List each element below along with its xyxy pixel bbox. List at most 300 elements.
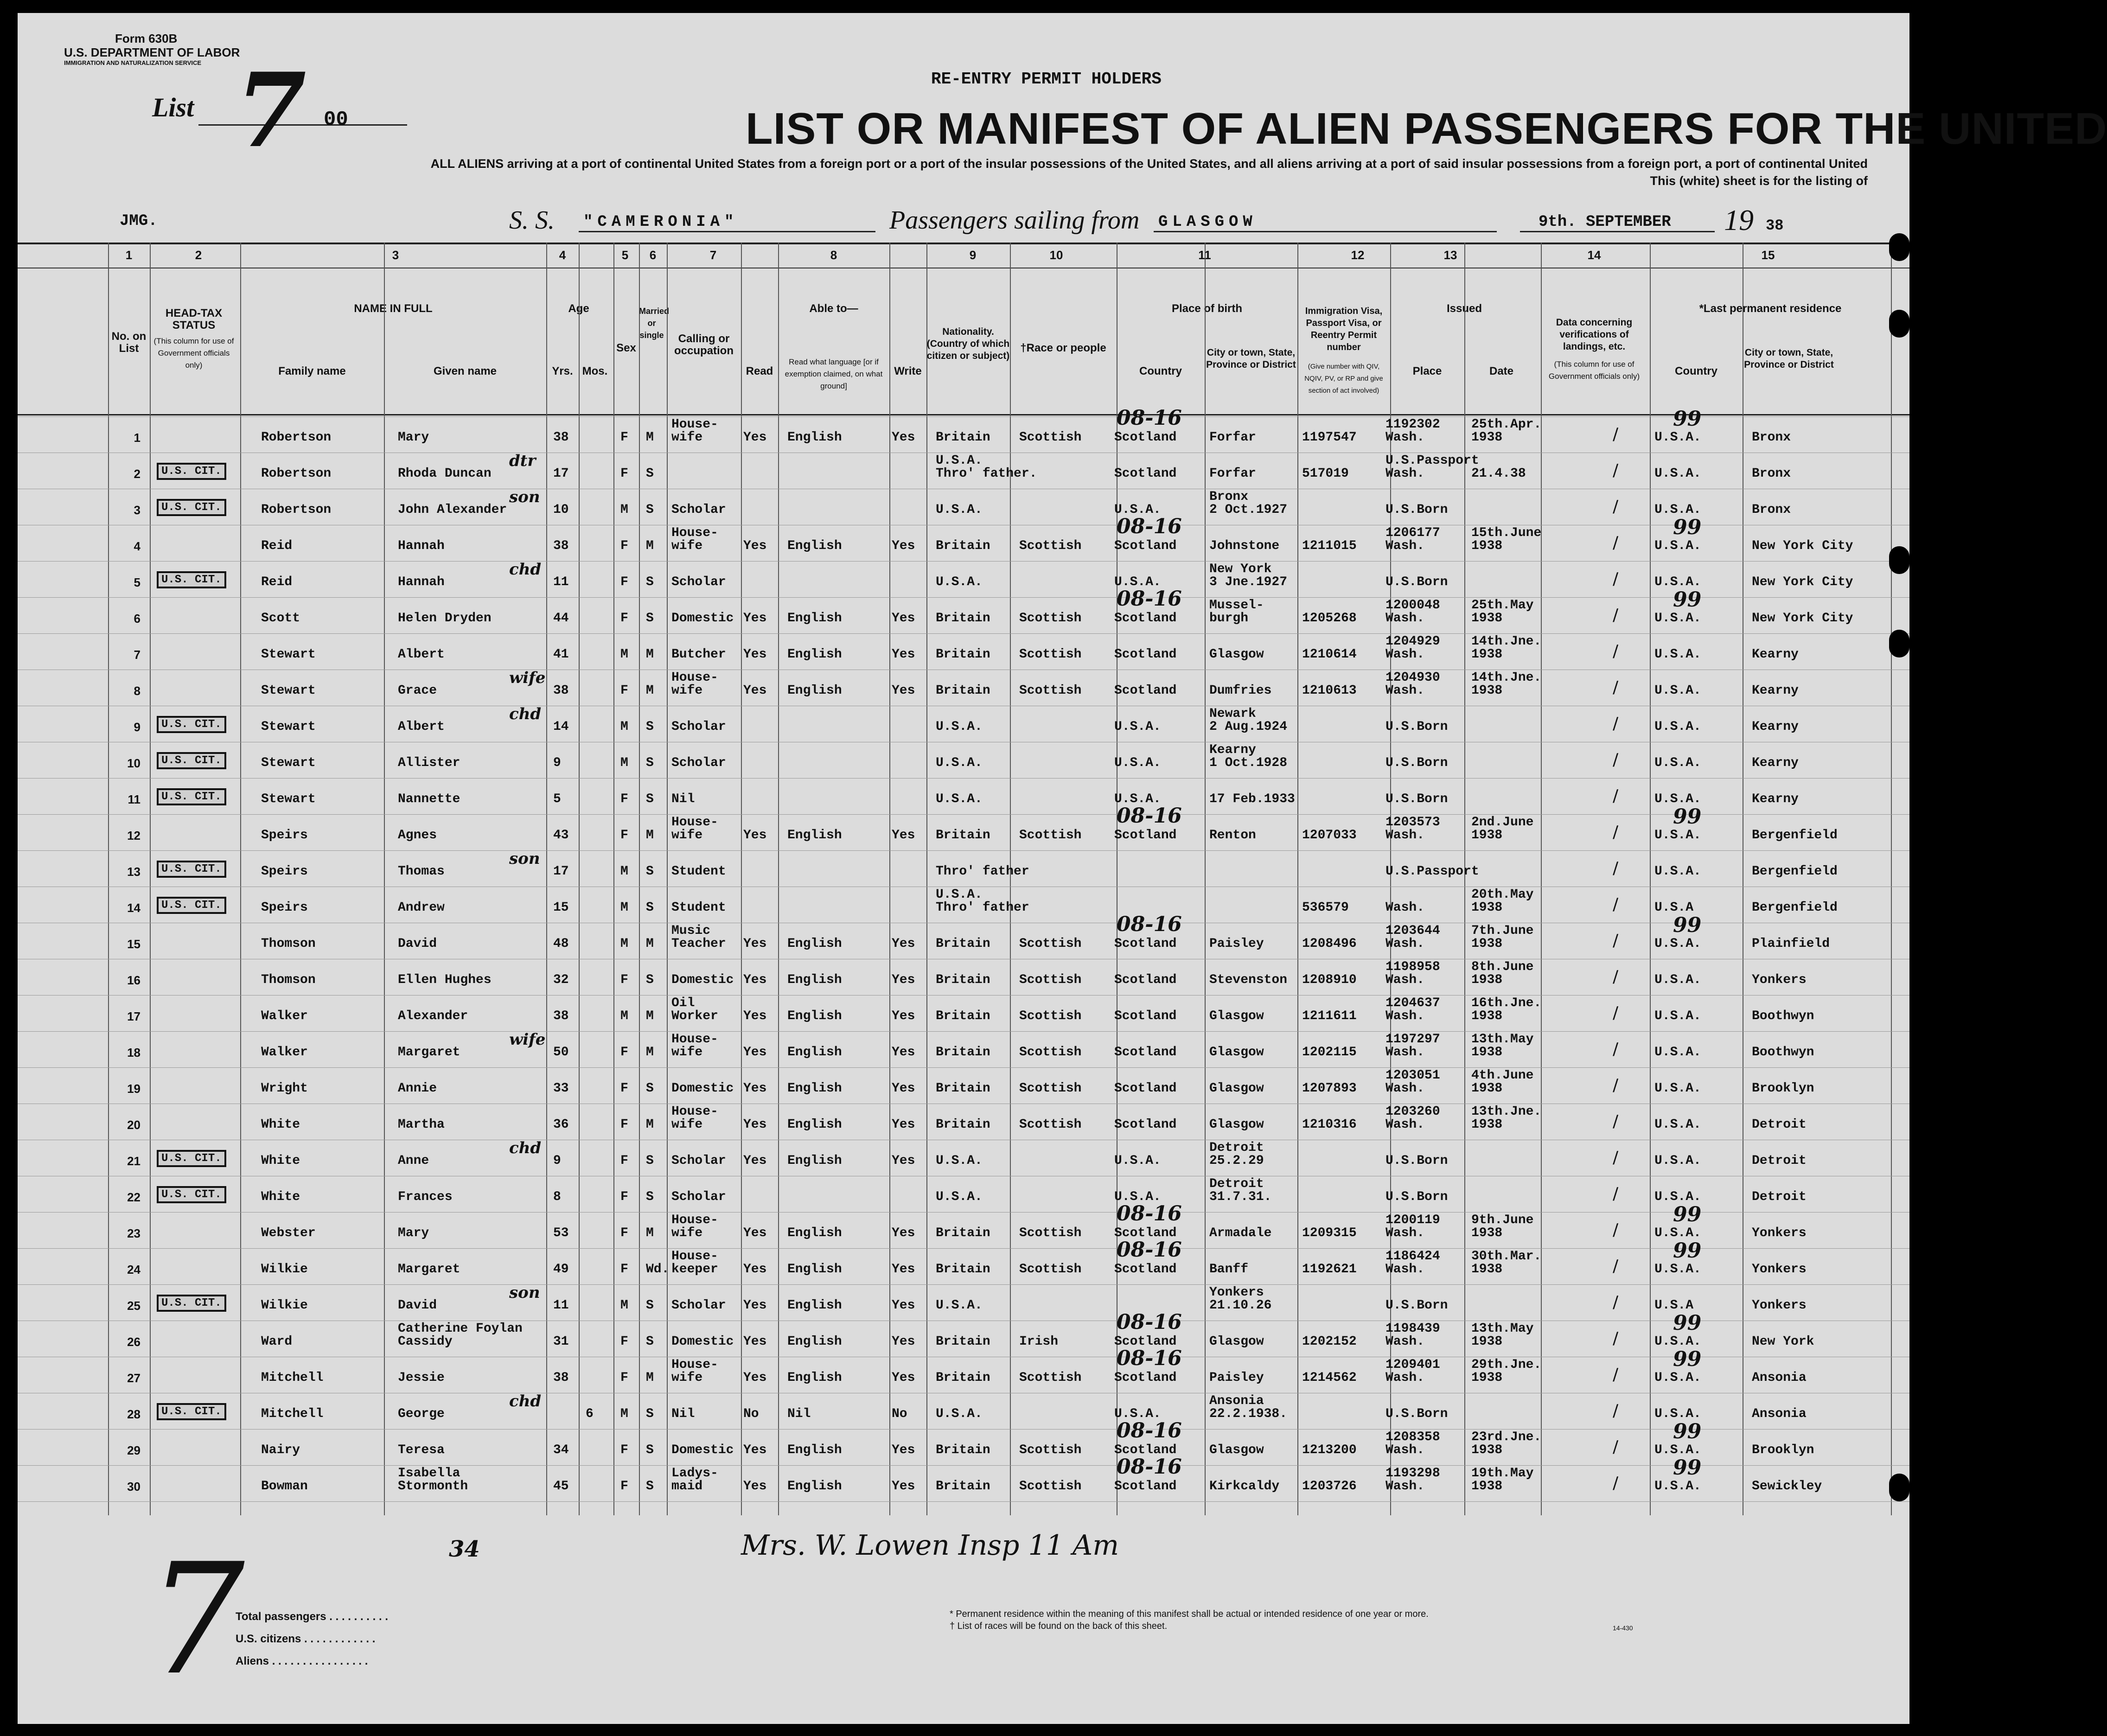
verification-tick: / — [1613, 1293, 1619, 1312]
family-name: Walker — [261, 1009, 308, 1023]
issued-place: 1204637 Wash. — [1386, 996, 1440, 1023]
issued-place: 1203644 Wash. — [1386, 924, 1440, 951]
issued-date: 8th.June 1938 — [1471, 960, 1534, 987]
occupation: Student — [671, 900, 726, 915]
marital-status: S — [646, 756, 654, 770]
nationality: Britain — [936, 1479, 990, 1493]
residence-city: New York City — [1752, 539, 1853, 553]
can-read: Yes — [743, 611, 767, 625]
verification-tick: / — [1613, 967, 1619, 986]
birth-country: Scotland — [1114, 611, 1177, 625]
sex: F — [620, 1479, 628, 1493]
family-name: Stewart — [261, 683, 316, 698]
row-rule — [18, 1212, 1909, 1213]
header-age: Age — [568, 302, 589, 315]
issued-place: 1204930 Wash. — [1386, 670, 1440, 698]
handwritten-residence-code: 99 — [1673, 1420, 1702, 1443]
age-years: 34 — [553, 1443, 569, 1457]
marital-status: S — [646, 575, 654, 589]
issued-date: 19th.May 1938 — [1471, 1466, 1534, 1493]
read-language: English — [787, 430, 842, 445]
year-prefix: 19 — [1724, 204, 1754, 236]
row-number: 9 — [134, 720, 140, 734]
verification-tick: / — [1613, 678, 1619, 697]
sex: M — [620, 864, 628, 879]
handwritten-code: 08-16 — [1117, 1238, 1182, 1262]
sex: M — [620, 1407, 628, 1421]
birth-country: Scotland — [1114, 1009, 1177, 1023]
us-citizen-stamp: U.S. CIT. — [157, 571, 226, 588]
marital-status: S — [646, 1334, 654, 1349]
row-number: 20 — [127, 1118, 140, 1132]
marital-status: M — [646, 937, 654, 951]
column-rule — [639, 243, 640, 1515]
col-num: 15 — [1761, 248, 1775, 262]
can-write: Yes — [892, 1298, 915, 1313]
sex: M — [620, 937, 628, 951]
issued-place: 1186424 Wash. — [1386, 1249, 1440, 1276]
verification-tick: / — [1613, 1112, 1619, 1131]
sex: F — [620, 466, 628, 481]
given-name: Hannah — [398, 575, 445, 589]
birth-country: Scotland — [1114, 430, 1177, 445]
birth-city: Johnstone — [1209, 539, 1280, 553]
age-years: 41 — [553, 647, 569, 662]
occupation: Domestic — [671, 1081, 734, 1096]
inspector-signature: Mrs. W. Lowen Insp 11 Am — [741, 1529, 1119, 1562]
read-language: Nil — [787, 1407, 811, 1421]
verification-tick: / — [1613, 859, 1619, 878]
residence-city: Kearny — [1752, 683, 1799, 698]
family-name: Scott — [261, 611, 300, 625]
residence-city: Bergenfield — [1752, 864, 1838, 879]
verification-tick: / — [1613, 931, 1619, 950]
race: Scottish — [1019, 1479, 1082, 1493]
sex: M — [620, 720, 628, 734]
can-read: Yes — [743, 828, 767, 842]
read-language: English — [787, 1226, 842, 1240]
row-rule — [18, 597, 1909, 598]
occupation: House- wife — [671, 526, 718, 553]
family-name: Mitchell — [261, 1371, 324, 1385]
row-rule — [18, 633, 1909, 634]
residence-country: U.S.A. — [1654, 430, 1701, 445]
birth-country: Scotland — [1114, 1117, 1177, 1132]
nationality: Britain — [936, 430, 990, 445]
issued-place: 1200048 Wash. — [1386, 598, 1440, 625]
header-last-residence: *Last permanent residence — [1699, 302, 1842, 315]
race: Scottish — [1019, 1117, 1082, 1132]
occupation: House- wife — [671, 1104, 718, 1132]
column-rule — [613, 243, 614, 1515]
instruction-line-2: This (white) sheet is for the listing of — [1650, 174, 1868, 188]
column-rule — [1010, 243, 1011, 1515]
row-number: 24 — [127, 1263, 140, 1276]
marital-status: S — [646, 1407, 654, 1421]
age-years: 48 — [553, 937, 569, 951]
issued-date: 25th.May 1938 — [1471, 598, 1534, 625]
age-years: 31 — [553, 1334, 569, 1349]
birth-country: Scotland — [1114, 1479, 1177, 1493]
col-num: 7 — [709, 248, 717, 262]
birth-country: U.S.A. — [1114, 1407, 1161, 1421]
instruction-line-1: ALL ALIENS arriving at a port of continental United States from a foreign port or a port of the insular possessions of the United States, and all aliens arriving at a port of said insular possessions from a foreign port, a port of continental United — [430, 157, 1868, 171]
can-write: Yes — [892, 1009, 915, 1023]
column-rule — [1464, 243, 1465, 1515]
row-number: 22 — [127, 1190, 140, 1204]
can-read: Yes — [743, 1009, 767, 1023]
visa-number: 1210614 — [1302, 647, 1357, 662]
residence-country: U.S.A. — [1654, 1154, 1701, 1168]
sex: F — [620, 1226, 628, 1240]
header-read: Read — [746, 365, 773, 377]
can-read: Yes — [743, 1262, 767, 1276]
given-name: Margaret — [398, 1262, 460, 1276]
visa-number: 1192621 — [1302, 1262, 1357, 1276]
residence-country: U.S.A. — [1654, 1334, 1701, 1349]
issued-date: 13th.Jne. 1938 — [1471, 1104, 1542, 1132]
given-name: Alexander — [398, 1009, 468, 1023]
verification-tick: / — [1613, 823, 1619, 842]
us-citizen-stamp: U.S. CIT. — [157, 463, 226, 480]
race: Scottish — [1019, 611, 1082, 625]
header-data-note: (This column for use of Government officials only) — [1548, 360, 1640, 381]
row-rule — [18, 561, 1909, 562]
marital-status: S — [646, 1298, 654, 1313]
column-rule — [579, 243, 580, 1515]
us-citizen-stamp: U.S. CIT. — [157, 1403, 226, 1420]
issued-place: 1193298 Wash. — [1386, 1466, 1440, 1493]
given-name: Margaret — [398, 1045, 460, 1059]
verification-tick: / — [1613, 1474, 1619, 1493]
can-write: Yes — [892, 1479, 915, 1493]
verification-tick: / — [1613, 1365, 1619, 1384]
occupation: Domestic — [671, 1443, 734, 1457]
can-write: Yes — [892, 828, 915, 842]
family-name: Wilkie — [261, 1262, 308, 1276]
residence-country: U.S.A. — [1654, 1479, 1701, 1493]
sex: F — [620, 539, 628, 553]
can-write: Yes — [892, 973, 915, 987]
visa-number: 1209315 — [1302, 1226, 1357, 1240]
occupation: Nil — [671, 792, 695, 806]
row-number: 19 — [127, 1082, 140, 1096]
given-name: Martha — [398, 1117, 445, 1132]
visa-number: 1208910 — [1302, 973, 1357, 987]
can-read: Yes — [743, 1334, 767, 1349]
age-years: 38 — [553, 539, 569, 553]
year-suffix: 38 — [1766, 217, 1784, 234]
age-years: 8 — [553, 1190, 561, 1204]
footnotes — [950, 1608, 1429, 1632]
verification-tick: / — [1613, 569, 1619, 588]
sex: M — [620, 1298, 628, 1313]
col-num: 2 — [195, 248, 202, 262]
age-years: 15 — [553, 900, 569, 915]
residence-city: Kearny — [1752, 792, 1799, 806]
departure-port: GLASGOW — [1158, 213, 1257, 231]
sex: F — [620, 430, 628, 445]
marital-status: S — [646, 611, 654, 625]
birth-city: Forfar — [1209, 466, 1256, 481]
header-issued: Issued — [1446, 302, 1482, 315]
residence-city: Bronx — [1752, 430, 1791, 445]
birth-city: Paisley — [1209, 1371, 1264, 1385]
can-write: Yes — [892, 1117, 915, 1132]
column-rule — [108, 243, 109, 1515]
race: Scottish — [1019, 1081, 1082, 1096]
read-language: English — [787, 1479, 842, 1493]
race: Scottish — [1019, 1226, 1082, 1240]
punch-hole — [1889, 546, 1909, 574]
race: Scottish — [1019, 1371, 1082, 1385]
sex: M — [620, 647, 628, 662]
handwritten-code: 08-16 — [1117, 1202, 1182, 1225]
handwritten-relation-note: wife — [509, 1030, 546, 1049]
age-years: 11 — [553, 575, 569, 589]
issued-place: 1198958 Wash. — [1386, 960, 1440, 987]
birth-city: Detroit 25.2.29 — [1209, 1141, 1264, 1168]
family-name: Stewart — [261, 647, 316, 662]
birth-city: Newark 2 Aug.1924 — [1209, 707, 1288, 734]
header-issued-date: Date — [1489, 365, 1514, 377]
row-number: 10 — [127, 756, 140, 770]
residence-city: Bronx — [1752, 466, 1791, 481]
handwritten-residence-code: 99 — [1673, 516, 1702, 539]
handwritten-residence-code: 99 — [1673, 407, 1702, 431]
race: Scottish — [1019, 430, 1082, 445]
family-name: Robertson — [261, 430, 332, 445]
issued-date: 13th.May 1938 — [1471, 1321, 1534, 1349]
residence-country: U.S.A. — [1654, 828, 1701, 842]
residence-city: New York — [1752, 1334, 1814, 1349]
birth-country: Scotland — [1114, 1334, 1177, 1349]
can-read: No — [743, 1407, 759, 1421]
can-write: Yes — [892, 1226, 915, 1240]
age-years: 38 — [553, 683, 569, 698]
given-name: Thomas — [398, 864, 445, 879]
row-number: 7 — [134, 648, 140, 662]
nationality: Britain — [936, 1262, 990, 1276]
race: Scottish — [1019, 647, 1082, 662]
residence-city: Ansonia — [1752, 1371, 1807, 1385]
occupation: House- wife — [671, 815, 718, 842]
row-number: 3 — [134, 503, 140, 517]
residence-city: Yonkers — [1752, 1298, 1807, 1313]
page-title: LIST OR MANIFEST OF ALIEN PASSENGERS FOR THE UNITED — [746, 104, 2107, 153]
given-name: Mary — [398, 1226, 429, 1240]
race: Scottish — [1019, 1045, 1082, 1059]
issued-place: 1203260 Wash. — [1386, 1104, 1440, 1132]
verification-tick: / — [1613, 461, 1619, 480]
age-years: 53 — [553, 1226, 569, 1240]
issued-place: U.S.Born — [1386, 575, 1448, 589]
row-number: 21 — [127, 1154, 140, 1168]
column-rule — [150, 243, 151, 1515]
birth-city: Glasgow — [1209, 1443, 1264, 1457]
totals-block — [236, 1606, 388, 1672]
department: U.S. DEPARTMENT OF LABOR — [64, 45, 240, 59]
occupation: Butcher — [671, 647, 726, 662]
read-language: English — [787, 1154, 842, 1168]
verification-tick: / — [1613, 642, 1619, 661]
sex: F — [620, 1081, 628, 1096]
read-language: English — [787, 539, 842, 553]
family-name: Bowman — [261, 1479, 308, 1493]
family-name: Reid — [261, 575, 293, 589]
nationality: Britain — [936, 1081, 990, 1096]
race: Scottish — [1019, 1009, 1082, 1023]
marital-status: S — [646, 973, 654, 987]
issued-date: 9th.June 1938 — [1471, 1213, 1534, 1240]
footnote-residence: * Permanent residence within the meaning of this manifest shall be actual or intended residence of one year or more. — [950, 1609, 1429, 1619]
birth-city: Paisley — [1209, 937, 1264, 951]
family-name: Thomson — [261, 973, 316, 987]
occupation: Domestic — [671, 611, 734, 625]
residence-country: U.S.A. — [1654, 756, 1701, 770]
row-rule — [18, 995, 1909, 996]
given-name: Helen Dryden — [398, 611, 492, 625]
issued-place: 1206177 Wash. — [1386, 526, 1440, 553]
row-rule — [18, 1031, 1909, 1032]
birth-country: U.S.A. — [1114, 1154, 1161, 1168]
nationality: Britain — [936, 1009, 990, 1023]
age-years: 44 — [553, 611, 569, 625]
birth-city: New York 3 Jne.1927 — [1209, 562, 1288, 589]
sex: F — [620, 1117, 628, 1132]
birth-city: Stevenston — [1209, 973, 1288, 987]
birth-city: Armadale — [1209, 1226, 1272, 1240]
given-name: Rhoda Duncan — [398, 466, 492, 481]
family-name: Thomson — [261, 937, 316, 951]
family-name: Webster — [261, 1226, 316, 1240]
sex: F — [620, 1154, 628, 1168]
residence-city: Detroit — [1752, 1154, 1807, 1168]
residence-city: Yonkers — [1752, 973, 1807, 987]
can-read: Yes — [743, 1226, 767, 1240]
can-read: Yes — [743, 1154, 767, 1168]
header-birth-city: City or town, State, Province or District — [1206, 347, 1296, 370]
given-name: Catherine Foylan Cassidy — [398, 1321, 523, 1349]
handwritten-residence-code: 99 — [1673, 1239, 1702, 1263]
age-correction-note: 34 — [449, 1536, 480, 1562]
nationality: Britain — [936, 683, 990, 698]
issued-date: 30th.Mar. 1938 — [1471, 1249, 1542, 1276]
handwritten-code: 08-16 — [1117, 804, 1182, 828]
age-years: 10 — [553, 503, 569, 517]
header-place-of-birth: Place of birth — [1171, 302, 1243, 315]
race: Scottish — [1019, 1262, 1082, 1276]
verification-tick: / — [1613, 1076, 1619, 1095]
birth-country: Scotland — [1114, 1262, 1177, 1276]
sex: M — [620, 1009, 628, 1023]
birth-country: Scotland — [1114, 539, 1177, 553]
nationality: Britain — [936, 1045, 990, 1059]
visa-number: 1205268 — [1302, 611, 1357, 625]
column-rule — [384, 243, 385, 1515]
header-read-language: Read what language [or if exemption claimed, on what ground] — [785, 357, 883, 390]
visa-number: 1202152 — [1302, 1334, 1357, 1349]
given-name: David — [398, 937, 437, 951]
issued-date: 29th.Jne. 1938 — [1471, 1358, 1542, 1385]
occupation: Music Teacher — [671, 924, 726, 951]
age-years: 38 — [553, 1371, 569, 1385]
family-name: Stewart — [261, 756, 316, 770]
age-years: 9 — [553, 1154, 561, 1168]
residence-country: U.S.A. — [1654, 973, 1701, 987]
issued-place: U.S.Born — [1386, 1190, 1448, 1204]
can-read: Yes — [743, 1081, 767, 1096]
given-name: John Alexander — [398, 503, 507, 517]
issued-date: 21.4.38 — [1471, 466, 1526, 481]
age-years: 9 — [553, 756, 561, 770]
can-write: Yes — [892, 611, 915, 625]
age-years: 11 — [553, 1298, 569, 1313]
verification-tick: / — [1613, 714, 1619, 733]
issued-place: 1203051 Wash. — [1386, 1068, 1440, 1096]
issued-place: U.S.Passport — [1386, 864, 1479, 879]
given-name: Anne — [398, 1154, 429, 1168]
column-rule — [546, 243, 547, 1515]
age-months: 6 — [586, 1407, 594, 1421]
age-years: 45 — [553, 1479, 569, 1493]
row-rule — [18, 1067, 1909, 1068]
residence-country: U.S.A. — [1654, 1371, 1701, 1385]
birth-country: U.S.A. — [1114, 756, 1161, 770]
given-name: Grace — [398, 683, 437, 698]
row-rule — [18, 1284, 1909, 1285]
nationality: Britain — [936, 973, 990, 987]
residence-city: Brooklyn — [1752, 1443, 1814, 1457]
race: Scottish — [1019, 539, 1082, 553]
family-name: Wilkie — [261, 1298, 308, 1313]
family-name: Wright — [261, 1081, 308, 1096]
visa-number: 1210613 — [1302, 683, 1357, 698]
nationality: U.S.A. Thro' father — [936, 887, 1029, 915]
marital-status: M — [646, 828, 654, 842]
given-name: Jessie — [398, 1371, 445, 1385]
birth-city: Detroit 31.7.31. — [1209, 1177, 1272, 1204]
residence-city: Bergenfield — [1752, 828, 1838, 842]
marital-status: S — [646, 792, 654, 806]
residence-country: U.S.A. — [1654, 1045, 1701, 1059]
can-read: Yes — [743, 647, 767, 662]
col-num: 13 — [1443, 248, 1457, 262]
list-suffix: 00 — [324, 108, 348, 131]
row-number: 1 — [134, 431, 140, 445]
residence-city: Yonkers — [1752, 1262, 1807, 1276]
read-language: English — [787, 1371, 842, 1385]
given-name: Frances — [398, 1190, 453, 1204]
marital-status: M — [646, 1045, 654, 1059]
residence-country: U.S.A. — [1654, 792, 1701, 806]
header-given-name: Given name — [433, 365, 497, 377]
handwritten-code: 08-16 — [1117, 913, 1182, 936]
birth-country: U.S.A. — [1114, 720, 1161, 734]
verification-tick: / — [1613, 895, 1619, 914]
row-number: 17 — [127, 1009, 140, 1023]
visa-number: 517019 — [1302, 466, 1349, 481]
marital-status: M — [646, 539, 654, 553]
issued-place: 1204929 Wash. — [1386, 634, 1440, 662]
us-citizen-stamp: U.S. CIT. — [157, 499, 226, 516]
row-rule — [18, 1501, 1909, 1502]
issued-place: Wash. — [1386, 900, 1425, 915]
marital-status: M — [646, 1009, 654, 1023]
read-language: English — [787, 1045, 842, 1059]
age-years: 50 — [553, 1045, 569, 1059]
verification-tick: / — [1613, 1220, 1619, 1239]
